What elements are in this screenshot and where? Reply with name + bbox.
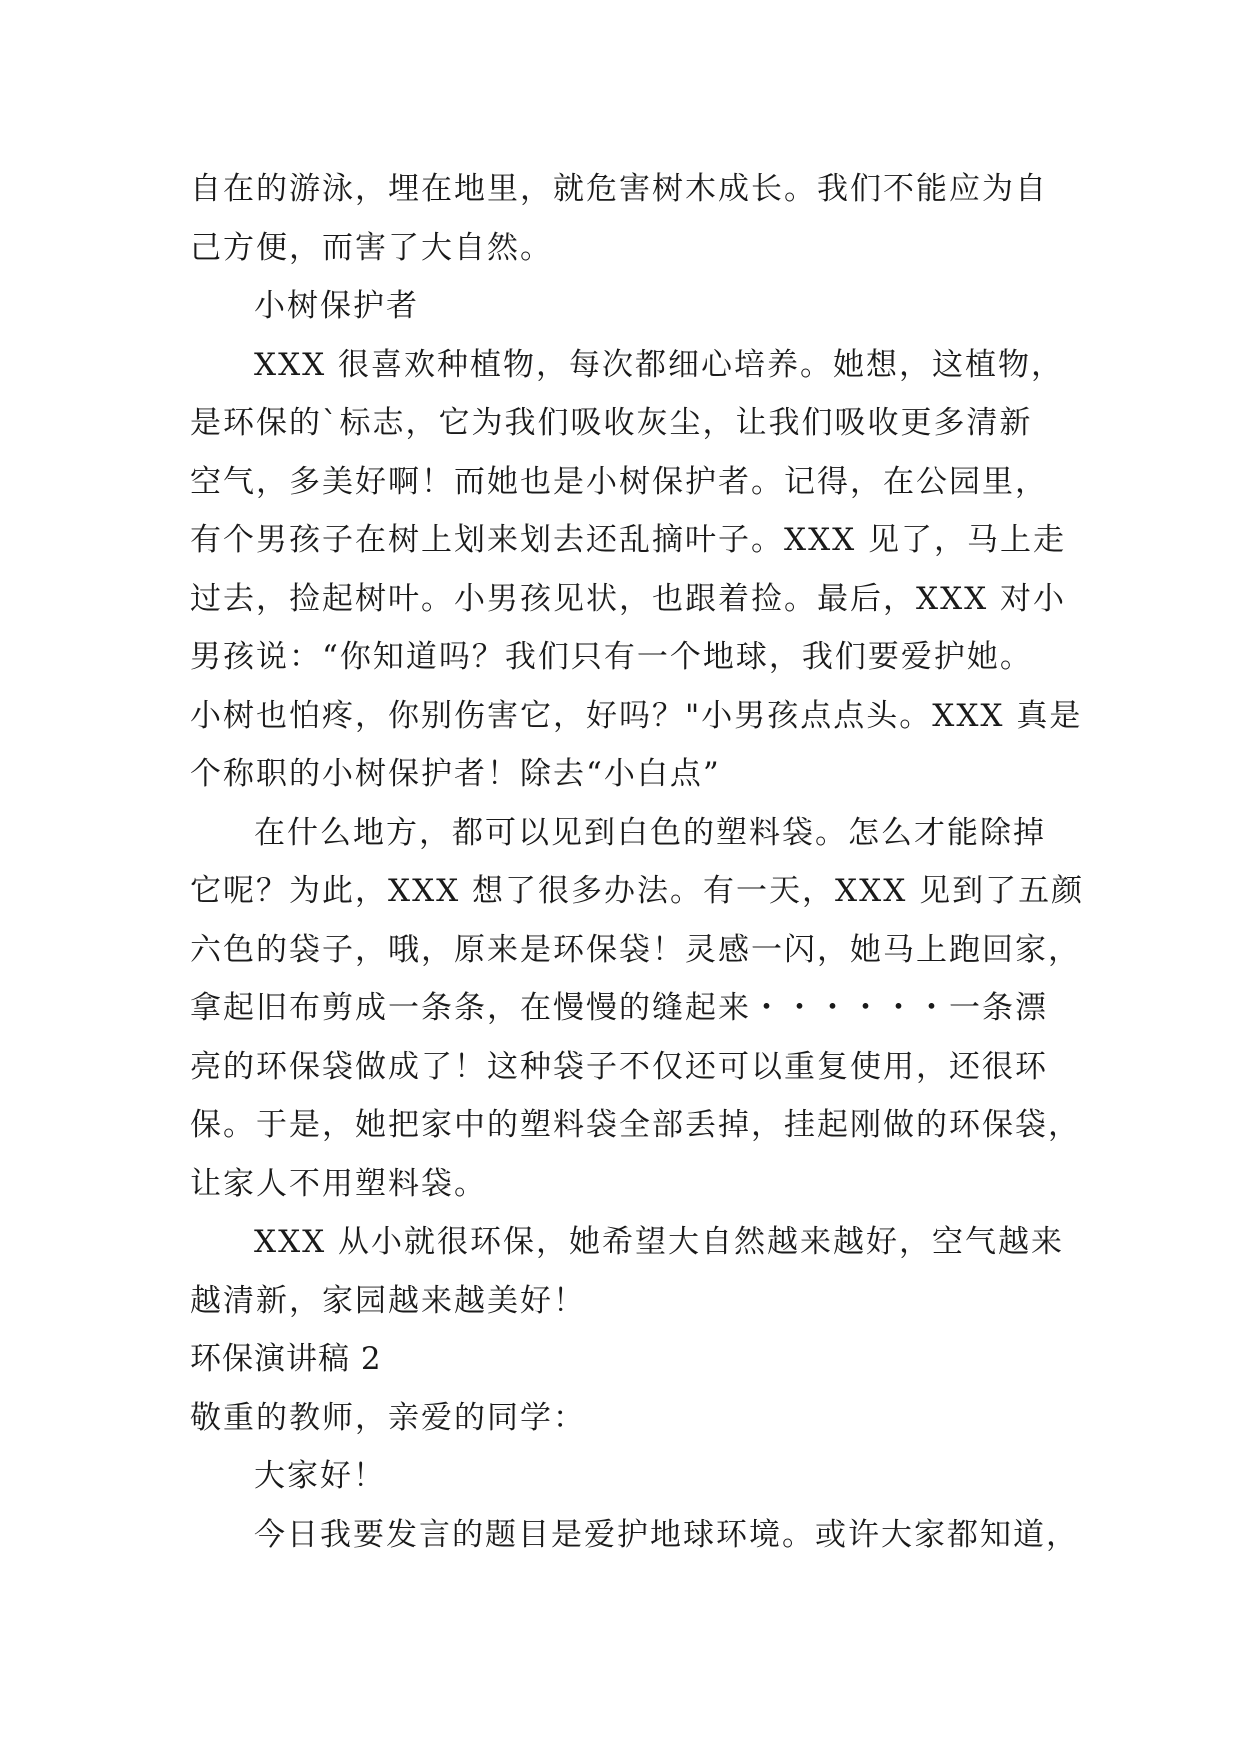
text-line: 己方便，而害了大自然。 xyxy=(190,229,553,266)
text-line: 小树也怕疼，你别伤害它，好吗？"小男孩点点头。XXX 真是 xyxy=(190,697,1083,734)
text-line: 让家人不用塑料袋。 xyxy=(190,1165,487,1202)
salutation: 敬重的教师，亲爱的同学： xyxy=(190,1399,586,1436)
text-line: 它呢？为此，XXX 想了很多办法。有一天，XXX 见到了五颜 xyxy=(190,873,1085,909)
text-line: 是环保的`标志，它为我们吸收灰尘，让我们吸收更多清新 xyxy=(190,405,1033,441)
text-line: 自在的游泳，埋在地里，就危害树木成长。我们不能应为自 xyxy=(190,171,1048,207)
text-line: 亮的环保袋做成了！这种袋子不仅还可以重复使用，还很环 xyxy=(190,1048,1048,1085)
text-line: 过去，捡起树叶。小男孩见状，也跟着捡。最后，XXX 对小 xyxy=(190,580,1067,617)
text-line: 拿起旧布剪成一条条，在慢慢的缝起来・・・・・・一条漂 xyxy=(190,990,1048,1026)
text-line: XXX 从小就很环保，她希望大自然越来越好，空气越来 xyxy=(254,1224,1065,1260)
document-body xyxy=(190,160,1085,1564)
text-line: 越清新，家园越来越美好！ xyxy=(190,1282,586,1319)
text-line: 空气，多美好啊！而她也是小树保护者。记得，在公园里， xyxy=(190,463,1048,500)
text-line: 在什么地方，都可以见到白色的塑料袋。怎么才能除掉 xyxy=(254,814,1046,851)
text-line: 六色的袋子，哦，原来是环保袋！灵感一闪，她马上跑回家， xyxy=(190,931,1081,968)
speech-title: 环保演讲稿 2 xyxy=(190,1341,382,1377)
greeting: 大家好！ xyxy=(254,1458,386,1494)
text-line: 个称职的小树保护者！除去“小白点” xyxy=(190,756,721,792)
text-line: 男孩说：“你知道吗？我们只有一个地球，我们要爱护她。 xyxy=(190,639,1033,675)
text-line: XXX 很喜欢种植物，每次都细心培养。她想，这植物， xyxy=(254,346,1065,383)
text-line: 有个男孩子在树上划来划去还乱摘叶子。XXX 见了，马上走 xyxy=(190,522,1067,558)
text-line: 保。于是，她把家中的塑料袋全部丢掉，挂起刚做的环保袋， xyxy=(190,1107,1081,1143)
text-line: 今日我要发言的题目是爱护地球环境。或许大家都知道， xyxy=(254,1516,1079,1553)
section-heading: 小树保护者 xyxy=(254,288,419,324)
